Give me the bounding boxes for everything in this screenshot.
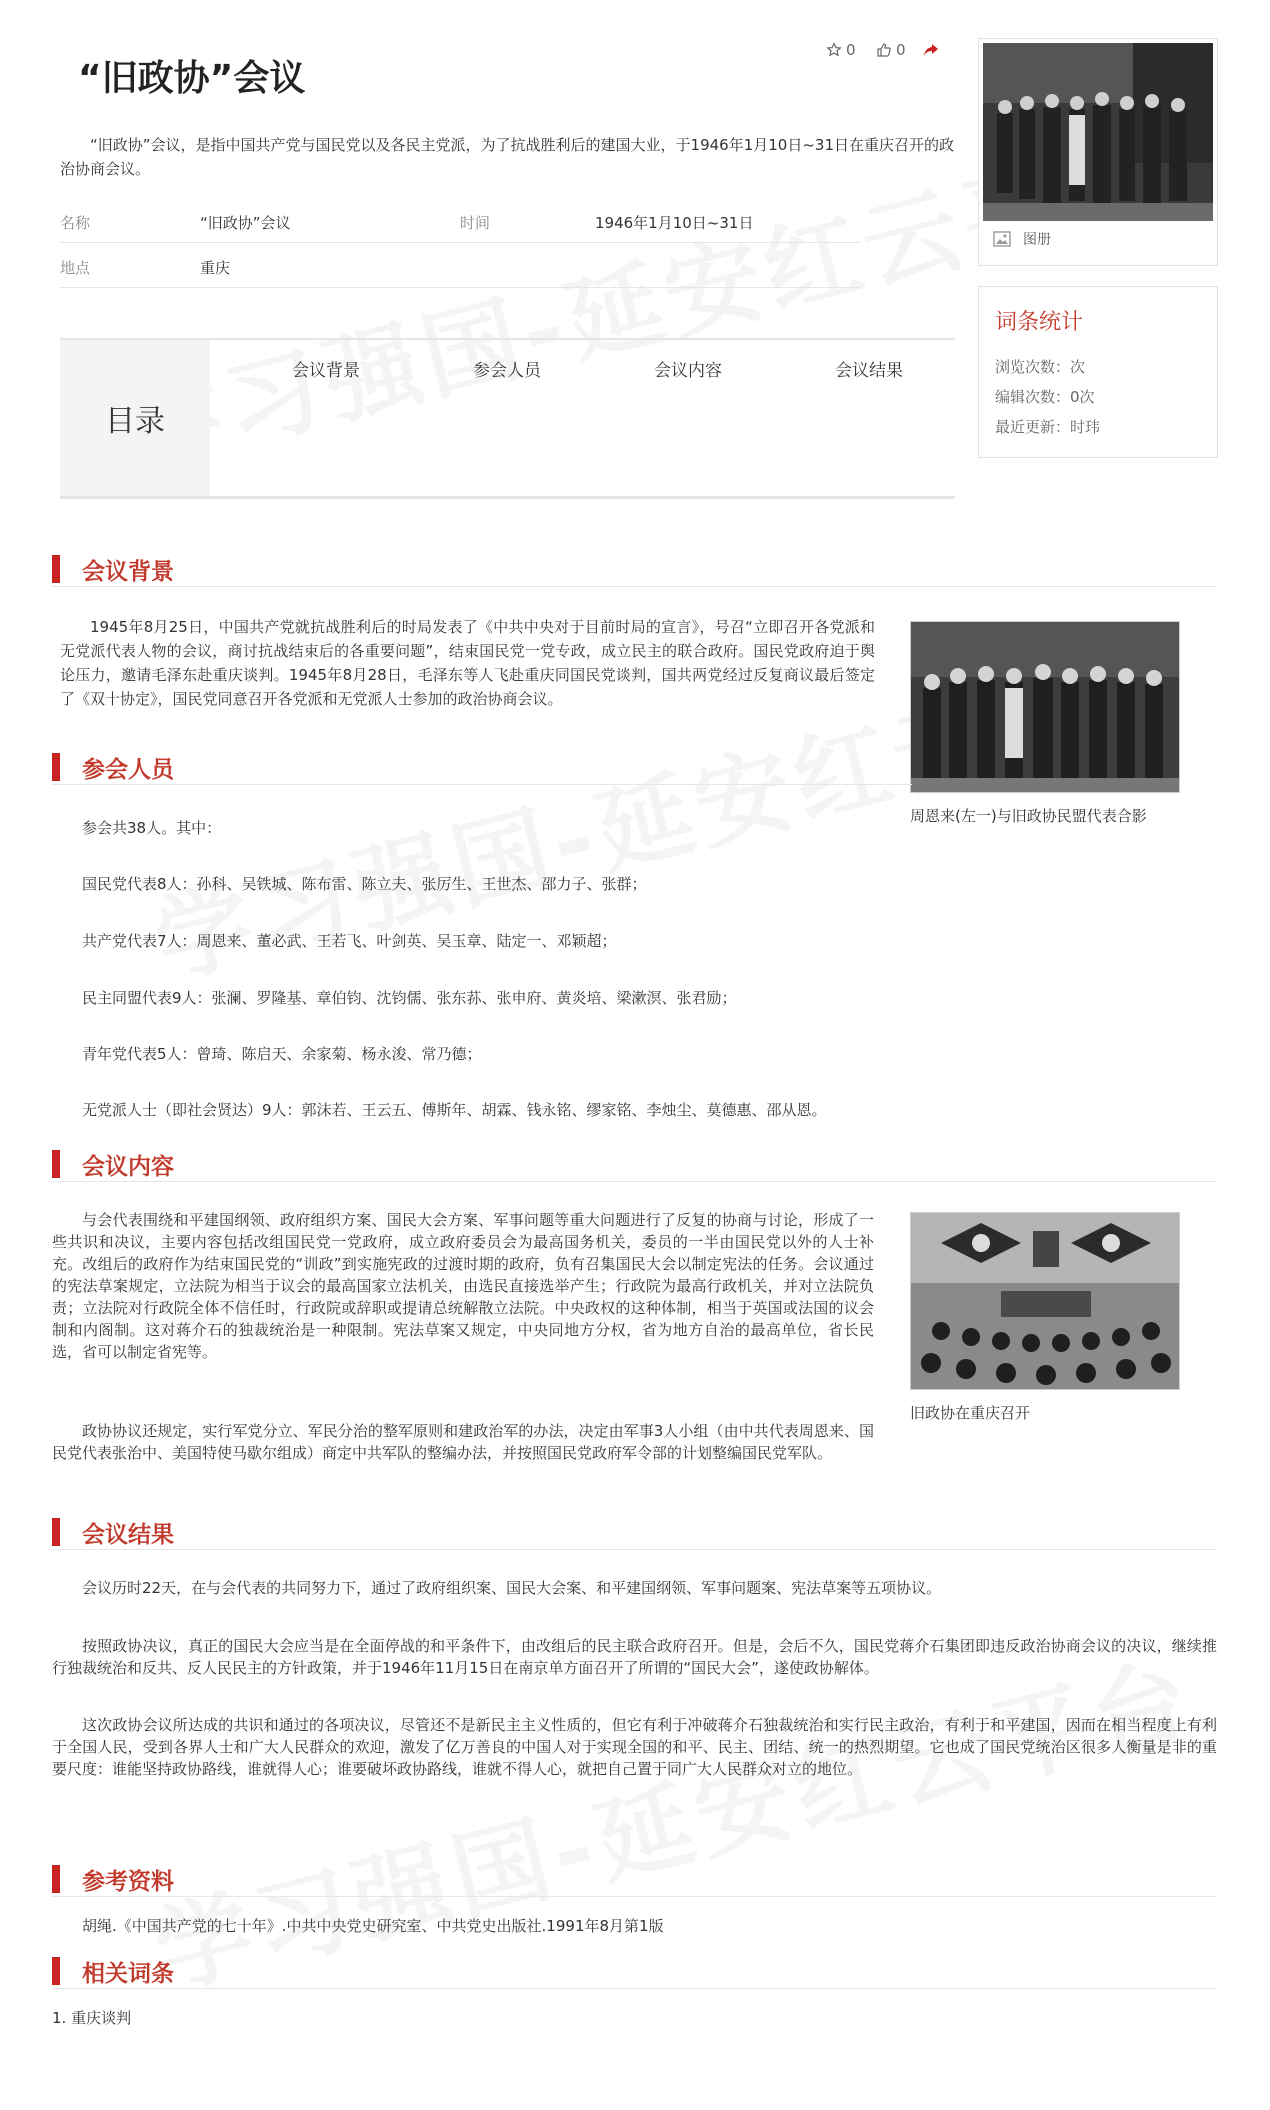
section-title: 参会人员 [82,756,174,783]
attendees-line: 无党派人士（即社会贤达）9人：郭沫若、王云五、傅斯年、胡霖、钱永铭、缪家铭、李烛尘、莫德惠、邵从恩。 [82,1101,827,1119]
stats-title: 词条统计 [995,310,1084,335]
toc-item-background[interactable]: 会议背景 [292,361,360,381]
divider [52,1988,1217,1989]
content-paragraph-2: 政协协议还规定，实行军党分立、军民分治的整军原则和建政治军的办法，决定由军事3人小组（由中共代表周恩来、国民党代表张治中、美国特使马歇尔组成）商定中共军队的整编办法，并按照国民党政府军令部的计划整编国民党军队。 [52,1422,874,1462]
heading-bar [52,1518,60,1546]
result-paragraph-2: 按照政协决议，真正的国民大会应当是在全面停战的和平条件下，由改组后的民主联合政府召开。但是，会后不久，国民党蒋介石集团即违反政治协商会议的决议，继续推行独裁统治和反共、反人民民主的方针政策，并于1946年11月15日在南京单方面召开了所谓的“国民大会”，遂使政协解体。 [52,1637,1217,1677]
section-heading-background [52,554,174,584]
divider [52,586,1217,587]
heading-bar [52,1150,60,1178]
section-title: 参考资料 [82,1868,174,1895]
place-label: 地点 [60,259,91,277]
place-value: 重庆 [200,259,231,277]
attendees-line: 青年党代表5人：曾琦、陈启天、余家菊、杨永浚、常乃德； [82,1045,482,1063]
section-heading-attendees [52,752,174,782]
result-paragraph-3: 这次政协会议所达成的共识和通过的各项决议，尽管还不是新民主主义性质的，但它有利于冲破蒋介石独裁统治和实行民主政治，有利于和平建国，因而在相当程度上有利于全国人民，受到各界人士和广大人民群众的欢迎，激发了亿万善良的中国人对于实现全国的和平、民主、团结、统一的热烈期望。它也成了国民党统治区很多人衡量是非的重要尺度：谁能坚持政协路线，谁就得人心；谁要破坏政协路线，谁就不得人心，就把自己置于同广大人民群众对立的地位。 [52,1716,1217,1778]
stats-edits: 编辑次数：0次 [995,388,1095,406]
article-intro: “旧政协”会议，是指中国共产党与国民党以及各民主党派，为了抗战胜利后的建国大业，于1946年1月10日~31日在重庆召开的政治协商会议。 [60,136,955,178]
content-paragraph-1: 与会代表围绕和平建国纲领、政府组织方案、国民大会方案、军事问题等重大问题进行了反复的协商与讨论，形成了一些共识和决议，主要内容包括改组国民党一党政府，成立政府委员会为最高国务机关，委员的一半由国民党以外的人士补充。改组后的政府作为结束国民党的“训政”到实施宪政的过渡时期的政府，负有召集国民大会以制定宪法的任务。会议通过的宪法草案规定，立法院为相当于议会的最高国家立法机关，由选民直接选举产生；行政院为最高行政机关，并对立法院负责；立法院对行政院全体不信任时，行政院或辞职或提请总统解散立法院。中央政权的这种体制，相当于英国或法国的议会制和内阁制。这对蒋介石的独裁统治是一种限制。宪法草案又规定，中央同地方分权，省为地方自治的最高单位，省长民选，省可以制定省宪等。 [52,1211,874,1361]
share-icon [922,41,940,59]
info-row-name-time [60,200,860,243]
divider [52,1549,1217,1550]
like-count: 0 [896,41,906,59]
attendees-line: 参会共38人。其中： [82,819,222,837]
section-heading-references [52,1864,174,1894]
share-button[interactable] [922,38,940,62]
toc-item-content[interactable]: 会议内容 [654,361,722,381]
watermark [139,1623,1206,2014]
favorite-button[interactable] [826,38,856,62]
info-row-place [60,245,860,288]
gallery-caption [993,229,1051,249]
table-of-contents [60,338,955,499]
attendees-line: 共产党代表7人：周恩来、董必武、王若飞、叶剑英、吴玉章、陆定一、邓颖超； [82,932,617,950]
result-paragraph-1: 会议历时22天，在与会代表的共同努力下，通过了政府组织案、国民大会案、和平建国纲领、军事问题案、宪法草案等五项协议。 [82,1579,942,1597]
thumb-up-icon [876,42,892,58]
time-label: 时间 [460,214,491,232]
section-title: 会议结果 [82,1521,174,1548]
like-button[interactable] [876,38,906,62]
section-heading-content [52,1149,174,1179]
stats-views: 浏览次数：次 [995,358,1086,376]
gallery-label: 图册 [1023,232,1051,248]
heading-bar [52,1865,60,1893]
heading-bar [52,555,60,583]
heading-bar [52,753,60,781]
background-text: 1945年8月25日，中国共产党就抗战胜利后的时局发表了《中共中央对于目前时局的宣言》，号召“立即召开各党派和无党派代表人物的会议，商讨抗战结束后的各重要问题”，结束国民党一党专政，成立民主的联合政府。国民党政府迫于舆论压力，邀请毛泽东赴重庆谈判。1945年8月28日，毛泽东等人飞赴重庆同国民党谈判，国共两党经过反复商议最后签定了《双十协定》，国民党同意召开各党派和无党派人士参加的政治协商会议。 [60,618,875,708]
page-title: “旧政协”会议 [78,58,306,99]
heading-bar [52,1957,60,1985]
picture-icon [993,231,1011,247]
background-photo [910,621,1180,793]
related-entry-link[interactable]: 1. 重庆谈判 [52,2009,132,2027]
toc-item-attendees[interactable]: 参会人员 [473,361,541,381]
divider [52,1181,1217,1182]
favorite-count: 0 [846,41,856,59]
toc-heading: 目录 [60,340,210,496]
meeting-photo [910,1212,1180,1390]
entry-stats-box [978,286,1218,458]
section-title: 相关词条 [82,1960,174,1987]
divider [52,784,912,785]
name-value: “旧政协”会议 [200,214,291,232]
star-icon [826,42,842,58]
section-title: 会议背景 [82,558,174,585]
divider [52,1896,1217,1897]
gallery-card[interactable] [978,38,1218,266]
figure-content [910,1212,1180,1423]
stats-updated: 最近更新：时玮 [995,418,1101,436]
section-heading-result [52,1517,174,1547]
attendees-line: 民主同盟代表9人：张澜、罗隆基、章伯钧、沈钧儒、张东荪、张申府、黄炎培、梁漱溟、张君励； [82,989,737,1007]
name-label: 名称 [60,214,91,232]
toc-item-result[interactable]: 会议结果 [835,361,903,381]
figure-caption: 周恩来(左一)与旧政协民盟代表合影 [910,807,1147,825]
gallery-photo [983,43,1213,221]
section-title: 会议内容 [82,1153,174,1180]
reference-item: 胡绳.《中国共产党的七十年》.中共中央党史研究室、中共党史出版社.1991年8月第1版 [82,1917,664,1935]
time-value: 1946年1月10日~31日 [595,214,754,232]
figure-caption: 旧政协在重庆召开 [910,1404,1031,1422]
section-heading-related [52,1956,174,1986]
attendees-line: 国民党代表8人：孙科、吴铁城、陈布雷、陈立夫、张厉生、王世杰、邵力子、张群； [82,875,647,893]
figure-background [910,621,1180,826]
